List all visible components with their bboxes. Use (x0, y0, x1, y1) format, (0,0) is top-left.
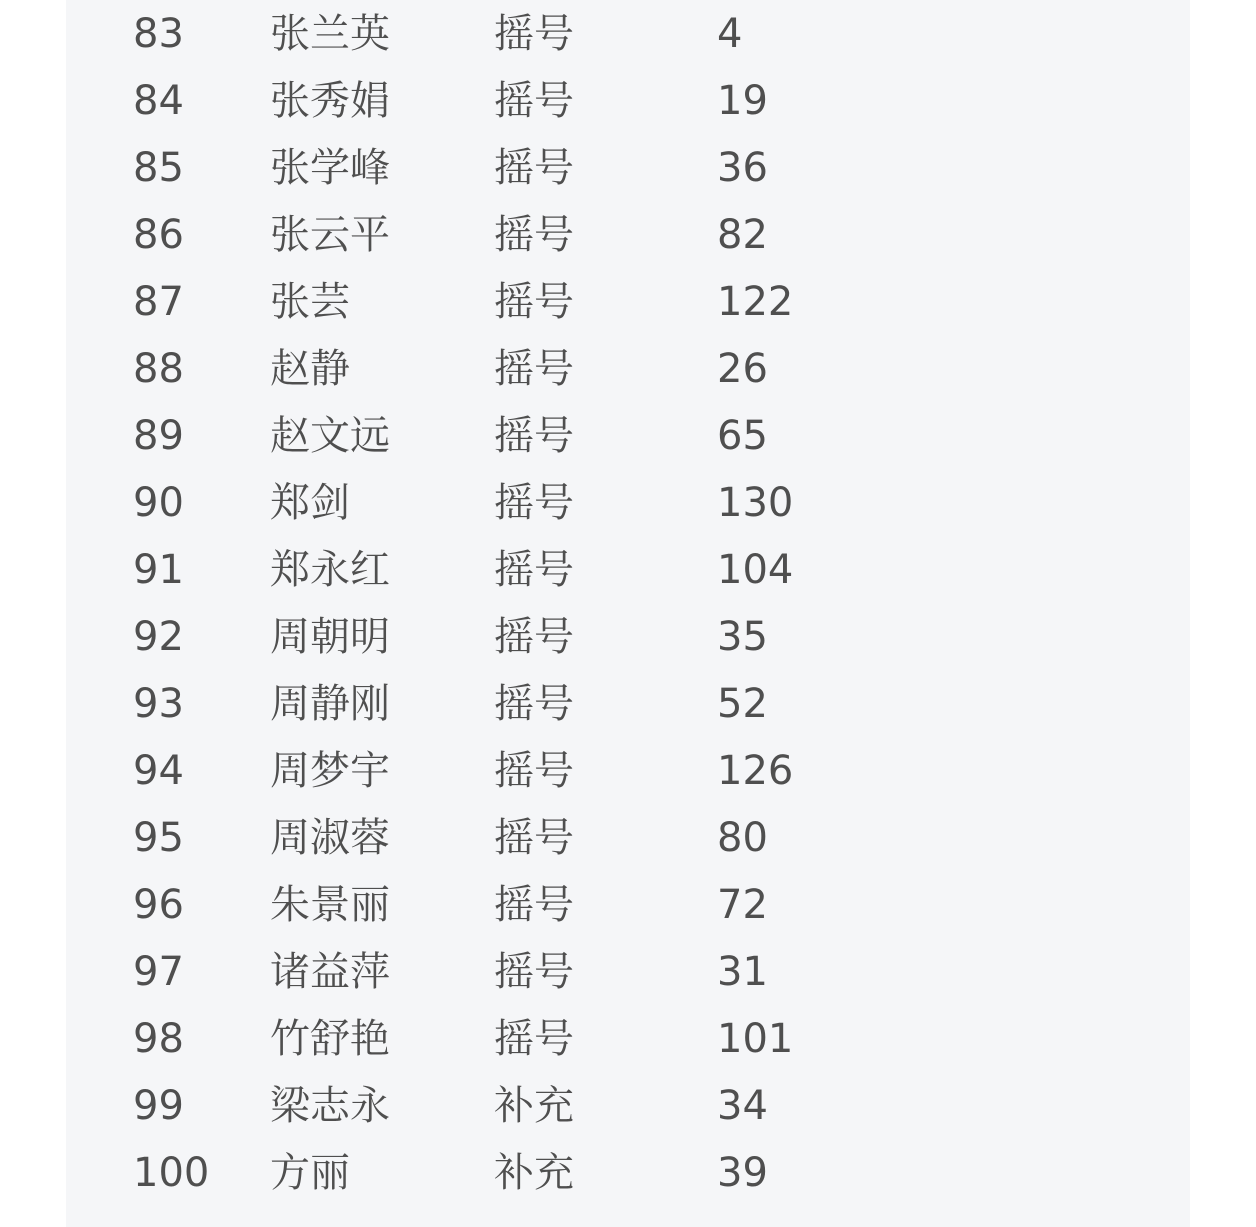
row-value: 130 (717, 479, 794, 526)
row-value: 126 (717, 747, 794, 794)
row-name: 张兰英 (270, 10, 390, 57)
row-number: 92 (133, 613, 184, 660)
row-type: 摇号 (494, 1015, 574, 1062)
row-value: 52 (717, 680, 768, 727)
results-table (66, 0, 1190, 1206)
row-type: 摇号 (494, 211, 574, 258)
row-value: 39 (717, 1149, 768, 1196)
row-number: 88 (133, 345, 184, 392)
row-type: 摇号 (494, 412, 574, 459)
table-row (66, 0, 1190, 67)
row-value: 36 (717, 144, 768, 191)
row-number: 89 (133, 412, 184, 459)
row-type: 补充 (494, 1082, 574, 1129)
row-number: 83 (133, 10, 184, 57)
table-row (66, 670, 1190, 737)
row-name: 诸益萍 (270, 948, 390, 995)
row-number: 97 (133, 948, 184, 995)
row-type: 摇号 (494, 747, 574, 794)
row-number: 98 (133, 1015, 184, 1062)
row-number: 93 (133, 680, 184, 727)
row-value: 4 (717, 10, 743, 57)
row-name: 竹舒艳 (270, 1015, 390, 1062)
row-number: 87 (133, 278, 184, 325)
row-name: 张云平 (270, 211, 390, 258)
table-row (66, 938, 1190, 1005)
row-type: 摇号 (494, 881, 574, 928)
row-type: 摇号 (494, 613, 574, 660)
table-row (66, 871, 1190, 938)
row-type: 摇号 (494, 546, 574, 593)
row-type: 摇号 (494, 345, 574, 392)
table-row (66, 737, 1190, 804)
row-value: 104 (717, 546, 794, 593)
row-number: 90 (133, 479, 184, 526)
table-row (66, 134, 1190, 201)
row-name: 梁志永 (270, 1082, 390, 1129)
table-row (66, 804, 1190, 871)
row-number: 96 (133, 881, 184, 928)
row-number: 91 (133, 546, 184, 593)
row-number: 84 (133, 77, 184, 124)
row-value: 80 (717, 814, 768, 861)
row-name: 周淑蓉 (270, 814, 390, 861)
row-number: 100 (133, 1149, 210, 1196)
row-type: 摇号 (494, 77, 574, 124)
row-name: 郑永红 (270, 546, 390, 593)
row-type: 摇号 (494, 278, 574, 325)
row-value: 65 (717, 412, 768, 459)
row-type: 摇号 (494, 680, 574, 727)
row-name: 朱景丽 (270, 881, 390, 928)
row-value: 35 (717, 613, 768, 660)
row-name: 赵静 (270, 345, 350, 392)
row-value: 19 (717, 77, 768, 124)
row-type: 摇号 (494, 814, 574, 861)
row-value: 26 (717, 345, 768, 392)
row-number: 86 (133, 211, 184, 258)
table-row (66, 67, 1190, 134)
row-value: 34 (717, 1082, 768, 1129)
row-type: 摇号 (494, 479, 574, 526)
table-row (66, 335, 1190, 402)
table-row (66, 469, 1190, 536)
table-row (66, 268, 1190, 335)
row-value: 31 (717, 948, 768, 995)
content-panel (66, 0, 1190, 1227)
row-name: 周朝明 (270, 613, 390, 660)
row-number: 85 (133, 144, 184, 191)
row-type: 摇号 (494, 948, 574, 995)
row-type: 摇号 (494, 10, 574, 57)
table-row (66, 1139, 1190, 1206)
row-value: 82 (717, 211, 768, 258)
table-row (66, 402, 1190, 469)
row-name: 张秀娟 (270, 77, 390, 124)
table-row (66, 1005, 1190, 1072)
table-row (66, 536, 1190, 603)
row-type: 补充 (494, 1149, 574, 1196)
row-value: 72 (717, 881, 768, 928)
row-name: 郑剑 (270, 479, 350, 526)
row-number: 95 (133, 814, 184, 861)
row-name: 张学峰 (270, 144, 390, 191)
row-name: 赵文远 (270, 412, 390, 459)
row-value: 101 (717, 1015, 794, 1062)
row-number: 99 (133, 1082, 184, 1129)
row-name: 周静刚 (270, 680, 390, 727)
table-row (66, 1072, 1190, 1139)
row-name: 方丽 (270, 1149, 350, 1196)
row-name: 张芸 (270, 278, 350, 325)
table-row (66, 603, 1190, 670)
row-name: 周梦宇 (270, 747, 390, 794)
row-type: 摇号 (494, 144, 574, 191)
table-row (66, 201, 1190, 268)
row-value: 122 (717, 278, 794, 325)
row-number: 94 (133, 747, 184, 794)
